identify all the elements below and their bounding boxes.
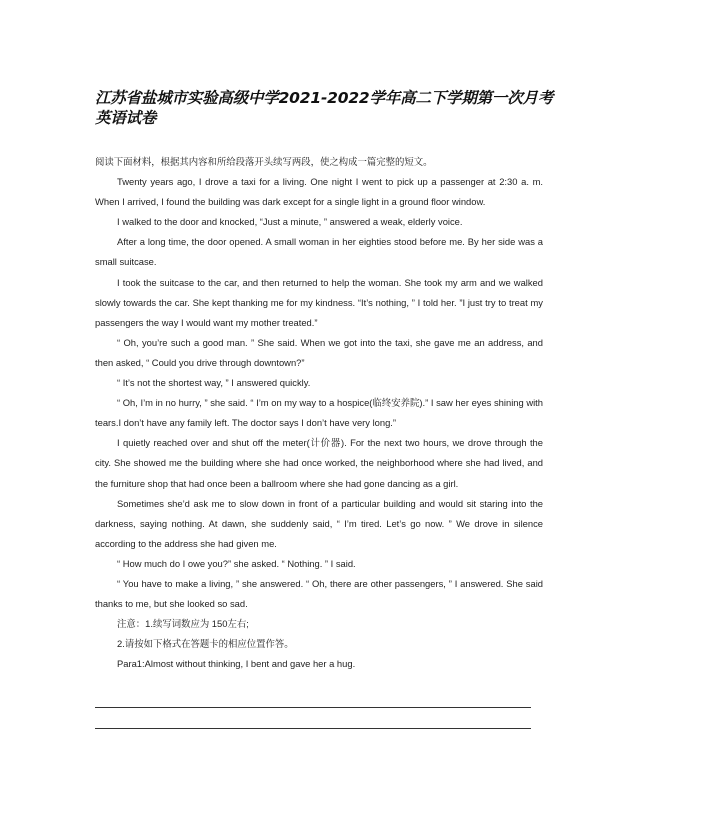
document-body (95, 152, 543, 674)
story-paragraph: I walked to the door and knocked, “Just a minute, ” answered a weak, elderly voice. (117, 216, 463, 228)
page-title: 江苏省盐城市实验高级中学2021-2022学年高二下学期第一次月考英语试卷 (95, 89, 554, 127)
story-paragraph: “ You have to make a living, ” she answered. “ Oh, there are other passengers, ” I answered. She said thanks to me, but she looked so sad. (95, 577, 543, 610)
story-paragraph: “ Oh, you’re such a good man. ” She said. When we got into the taxi, she gave me an address, and then asked, “ Could you drive through downtown?” (95, 336, 543, 368)
story-paragraph: Twenty years ago, I drove a taxi for a living. One night I went to pick up a passenger at 2:30 a. m. When I arrived, I found the building was dark except for a single light in a ground floor window. (95, 176, 543, 208)
story-paragraph: “ How much do I owe you?” she asked. “ Nothing. ” I said. (117, 557, 356, 569)
answer-line[interactable] (95, 707, 531, 708)
story-paragraph: I quietly reached over and shut off the meter(计价器). For the next two hours, we drove through the city. She showed me the building where she had once worked, the neighborhood where she had lived, and the furniture shop that had once been a ballroom where she had gone dancing as a girl. (95, 437, 543, 489)
story-paragraph: After a long time, the door opened. A small woman in her eighties stood before me. By her side was a small suitcase. (95, 236, 543, 268)
note-format: 2.请按如下格式在答题卡的相应位置作答。 (117, 638, 294, 650)
para1-prompt: Para1:Almost without thinking, I bent and gave her a hug. (117, 658, 356, 670)
answer-line[interactable] (95, 728, 531, 729)
story-paragraph: Sometimes she’d ask me to slow down in front of a particular building and would sit staring into the darkness, saying nothing. At dawn, she suddenly said, “ I’m tired. Let’s go now. ” We drove in silence according to the address she had given me. (95, 497, 543, 549)
story-paragraph: I took the suitcase to the car, and then returned to help the woman. She took my arm and we walked slowly towards the car. She kept thanking me for my kindness. “It’s nothing, ” I told her. ”I just try to treat my passengers the way I would want my mother treated.” (95, 276, 543, 328)
story-paragraph: “ Oh, I’m in no hurry, ” she said. “ I’m on my way to a hospice(临终安养院).” I saw her eyes shining with tears.I don’t have any family left. The doctor says I don’t have very long.” (95, 397, 543, 429)
instruction-text: 阅读下面材料，根据其内容和所给段落开头续写两段，使之构成一篇完整的短文。 (95, 156, 433, 167)
story-paragraph: “ It’s not the shortest way, ” I answered quickly. (117, 377, 311, 389)
note-word-count: 注意：1.续写词数应为 150左右; (117, 618, 249, 630)
